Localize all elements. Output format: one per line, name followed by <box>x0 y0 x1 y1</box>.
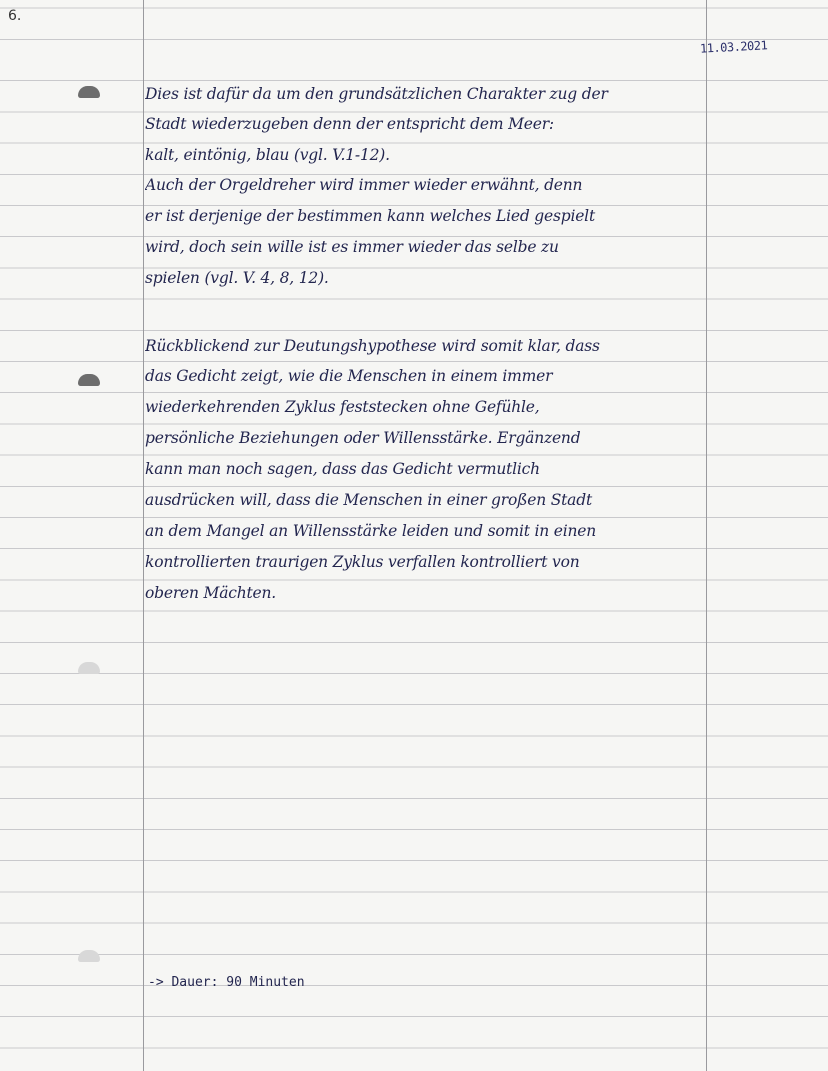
text-line: kann man noch sagen, dass das Gedicht vermutlich <box>145 460 540 478</box>
left-margin-line <box>143 0 144 1071</box>
text-line: kalt, eintönig, blau (vgl. V.1-12). <box>145 146 390 164</box>
page-number: 6. <box>8 8 22 24</box>
text-line: das Gedicht zeigt, wie die Menschen in einem immer <box>145 367 553 385</box>
text-line: ausdrücken will, dass die Menschen in einer großen Stadt <box>145 491 592 509</box>
text-line: Dies ist dafür da um den grundsätzlichen Charakter zug der <box>145 85 608 103</box>
text-line: spielen (vgl. V. 4, 8, 12). <box>145 269 329 287</box>
text-line: persönliche Beziehungen oder Willensstärke. Ergänzend <box>145 429 581 447</box>
text-line: wiederkehrenden Zyklus feststecken ohne Gefühle, <box>145 398 540 416</box>
duration-note: -> Dauer: 90 Minuten <box>148 975 305 990</box>
text-line: Rückblickend zur Deutungshypothese wird somit klar, dass <box>145 337 600 355</box>
punch-hole <box>78 374 100 386</box>
punch-hole <box>78 950 100 962</box>
text-line: kontrollierten traurigen Zyklus verfallen kontrolliert von <box>145 553 580 571</box>
text-line: er ist derjenige der bestimmen kann welches Lied gespielt <box>145 207 595 225</box>
punch-hole <box>78 662 100 674</box>
text-line: Auch der Orgeldreher wird immer wieder erwähnt, denn <box>145 176 583 194</box>
date: 11.03.2021 <box>699 38 768 56</box>
text-line: an dem Mangel an Willensstärke leiden und somit in einen <box>145 522 596 540</box>
punch-hole <box>78 86 100 98</box>
text-line: wird, doch sein wille ist es immer wieder das selbe zu <box>145 238 559 256</box>
text-line: Stadt wiederzugeben denn der entspricht dem Meer: <box>145 115 554 133</box>
text-line: oberen Mächten. <box>145 584 277 602</box>
